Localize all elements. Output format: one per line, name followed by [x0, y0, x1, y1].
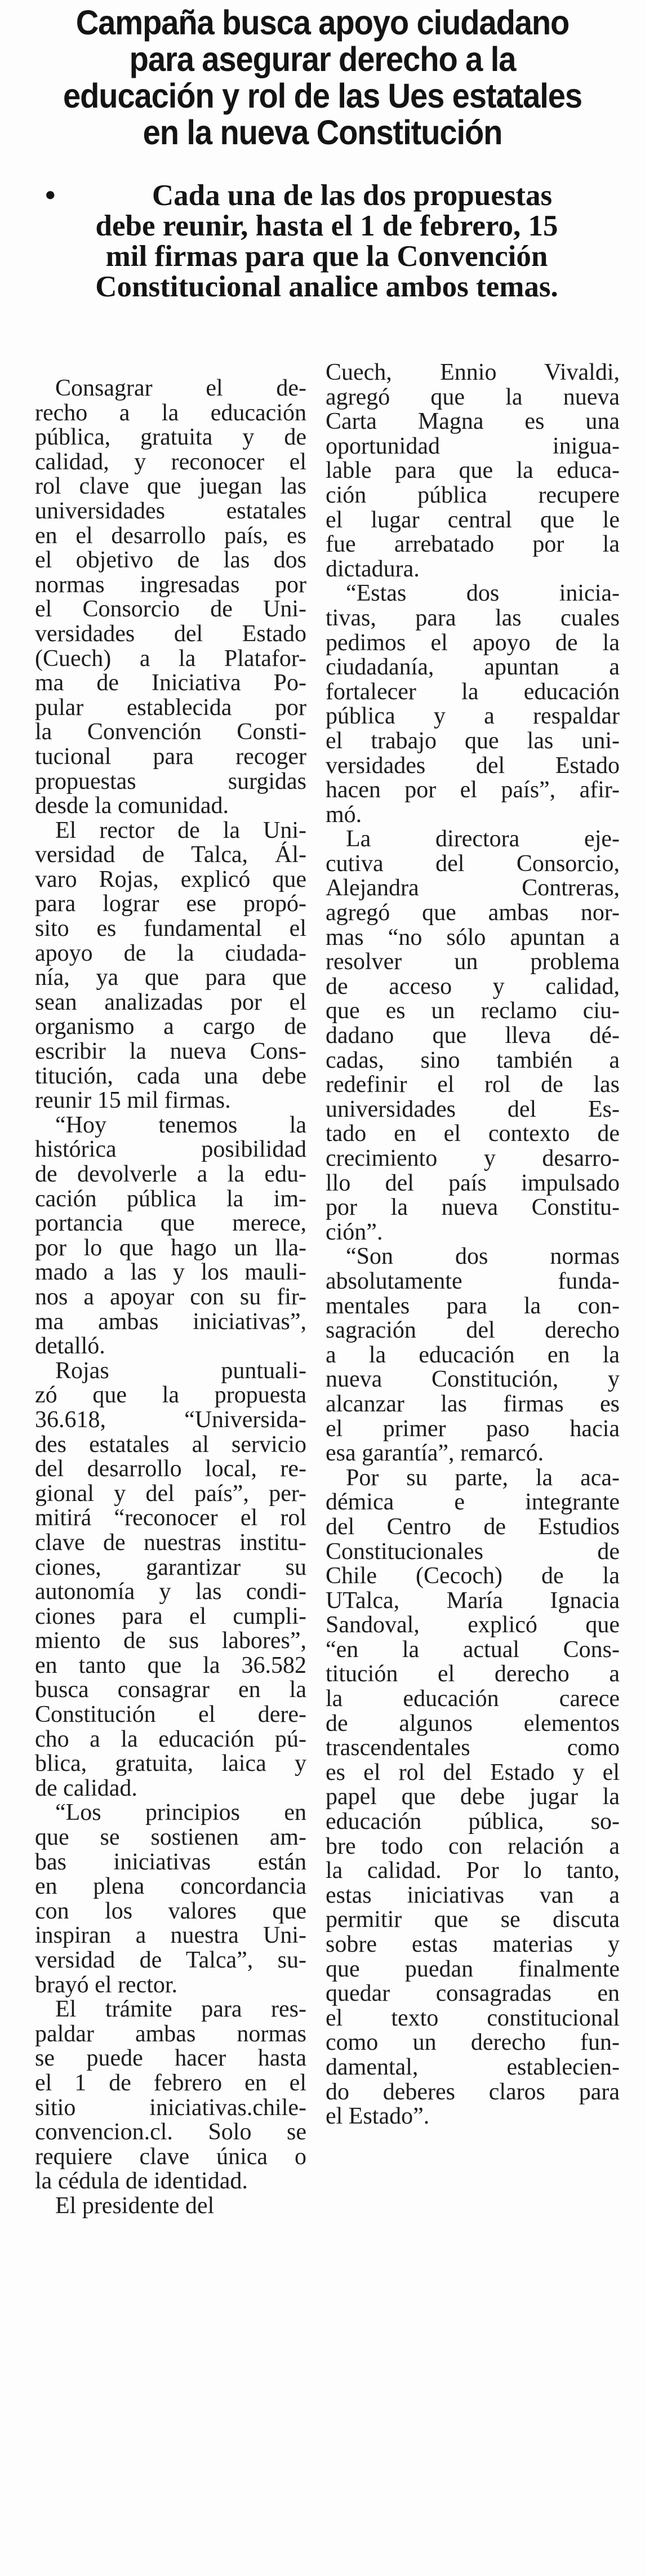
body-paragraph — [35, 376, 306, 819]
body-line: pular establecida por — [35, 694, 306, 721]
body-line: en tanto que la 36.582 — [35, 1652, 306, 1678]
body-paragraph — [326, 581, 620, 827]
body-line: sobre estas materias y — [326, 1931, 620, 1957]
body-line: busca consagrar en la — [35, 1677, 306, 1703]
body-line: paldar ambas normas — [35, 2020, 306, 2047]
body-line: por lo que hago un lla- — [35, 1234, 306, 1261]
headline — [41, 5, 603, 151]
body-line: El trámite para res- — [55, 1996, 306, 2023]
headline-line: educación y rol de las Ues estatales — [63, 77, 582, 115]
body-paragraph — [326, 1245, 620, 1465]
body-line: estas iniciativas van a — [326, 1882, 620, 1908]
body-line: Carta Magna es una — [326, 408, 620, 435]
body-line: el trabajo que las uni- — [326, 727, 620, 754]
body-line: ciones para el cumpli- — [35, 1603, 306, 1629]
body-line: cutiva del Consorcio, — [326, 850, 620, 877]
body-line: del desarrollo local, re- — [35, 1456, 306, 1482]
body-line: ma ambas iniciativas”, — [35, 1308, 306, 1335]
body-line: (Cuech) a la Platafor- — [35, 645, 306, 672]
body-line: tado en el contexto de — [326, 1121, 620, 1147]
body-line: papel que debe jugar la — [326, 1784, 620, 1810]
body-line: crecimiento y desarro- — [326, 1145, 620, 1171]
body-line: sitio iniciativas.chile- — [35, 2094, 306, 2121]
body-line: el Consorcio de Uni- — [35, 596, 306, 623]
body-line: tivas, para las cuales — [326, 605, 620, 631]
body-line: versidades del Estado — [326, 752, 620, 779]
body-line: desde la comunidad. — [35, 793, 229, 819]
subheadline-line: Cada una de las dos propuestas — [152, 179, 553, 212]
body-line: pública y a respaldar — [326, 703, 620, 730]
body-line: quedar consagradas en — [326, 1980, 620, 2007]
body-line: el texto constitucional — [326, 2005, 620, 2031]
body-line: “en la actual Cons- — [326, 1636, 620, 1663]
body-line: Constitucionales de — [326, 1538, 620, 1565]
body-line: mentales para la con- — [326, 1293, 620, 1319]
headline-line: en la nueva Constitución — [143, 113, 502, 152]
body-line: reunir 15 mil firmas. — [35, 1087, 231, 1114]
body-line: inspiran a nuestra Uni- — [35, 1922, 306, 1949]
body-line: escribir la nueva Cons- — [35, 1038, 306, 1065]
body-paragraph — [35, 1359, 306, 1801]
body-paragraph — [326, 827, 620, 1245]
body-line: de acceso y calidad, — [326, 973, 620, 1000]
body-line: Cuech, Ennio Vivaldi, — [326, 359, 620, 385]
body-line: el lugar central que le — [326, 507, 620, 533]
body-line: a la educación en la — [326, 1342, 620, 1368]
body-line: la Convención Consti- — [35, 719, 306, 745]
body-line: el Estado”. — [326, 2103, 430, 2130]
body-line: como un derecho fun- — [326, 2029, 620, 2056]
body-paragraph — [35, 819, 306, 1113]
body-line: UTalca, María Ignacia — [326, 1587, 620, 1614]
body-line: convencion.cl. Solo se — [35, 2119, 306, 2146]
body-line: lable para que la educa- — [326, 458, 620, 484]
body-line: Sandoval, explicó que — [326, 1612, 620, 1638]
body-line: versidad de Talca”, su- — [35, 1947, 306, 1973]
body-column-right — [326, 361, 620, 2129]
body-line: dictadura. — [326, 556, 420, 582]
body-line: pública, gratuita y de — [35, 424, 306, 451]
body-line: normas ingresadas por — [35, 571, 306, 598]
body-line: hacen por el país”, afir- — [326, 777, 620, 803]
body-line: en plena concordancia — [35, 1873, 306, 1900]
body-line: organismo a cargo de — [35, 1014, 306, 1040]
body-line: ma de Iniciativa Po- — [35, 670, 306, 696]
body-line: ción pública recupere — [326, 482, 620, 508]
body-line: nueva Constitución, y — [326, 1366, 620, 1393]
body-line: autonomía y las condi- — [35, 1579, 306, 1605]
body-line: apoyo de la ciudada- — [35, 940, 306, 966]
body-line: Chile (Cecoch) de la — [326, 1563, 620, 1589]
body-line: dadano que lleva dé- — [326, 1023, 620, 1049]
body-line: llo del país impulsado — [326, 1170, 620, 1196]
body-line: titución, cada una debe — [35, 1063, 306, 1089]
body-paragraph — [35, 1113, 306, 1359]
body-line: educación pública, so- — [326, 1809, 620, 1835]
body-line: del Centro de Estudios — [326, 1513, 620, 1540]
body-line: mas “no sólo apuntan a — [326, 924, 620, 951]
body-line: calidad, y reconocer el — [35, 448, 306, 475]
body-line: en el desarrollo país, es — [35, 522, 306, 549]
subheadline-text — [39, 180, 614, 302]
body-line: cadas, sino también a — [326, 1047, 620, 1073]
body-line: de calidad. — [35, 1775, 137, 1801]
body-line: mado a las y los mauli- — [35, 1259, 306, 1286]
body-line: ciones, garantizar su — [35, 1554, 306, 1580]
body-line: versidades del Estado — [35, 620, 306, 647]
body-paragraph — [35, 1997, 306, 2194]
body-line: mitirá “reconocer el rol — [35, 1505, 306, 1531]
body-line: rol clave que juegan las — [35, 473, 306, 500]
body-line: que puedan finalmente — [326, 1956, 620, 1982]
body-line: Alejandra Contreras, — [326, 875, 620, 901]
body-line: universidades estatales — [35, 498, 306, 524]
body-line: portancia que merece, — [35, 1210, 306, 1237]
body-line: trascendentales como — [326, 1735, 620, 1761]
body-line: Por su parte, la aca- — [346, 1464, 620, 1491]
body-line: con los valores que — [35, 1898, 306, 1924]
body-line: tucional para recoger — [35, 743, 306, 770]
body-line: es el rol del Estado y el — [326, 1759, 620, 1786]
body-line: gional y del país”, per- — [35, 1480, 306, 1507]
body-line: que se sostienen am- — [35, 1824, 306, 1851]
body-line: el primer paso hacia — [326, 1415, 620, 1442]
body-line: bas iniciativas están — [35, 1849, 306, 1875]
body-paragraph — [35, 1801, 306, 1997]
body-line: El presidente del — [55, 2192, 215, 2219]
body-line: requiere clave única o — [35, 2143, 306, 2170]
body-line: fue arrebatado por la — [326, 531, 620, 558]
headline-line: Campaña busca apoyo ciudadano — [75, 3, 570, 42]
body-line: detalló. — [35, 1333, 105, 1360]
body-line: histórica posibilidad — [35, 1136, 306, 1163]
body-paragraph — [326, 361, 620, 581]
body-line: La directora eje- — [346, 826, 620, 852]
body-line: propuestas surgidas — [35, 768, 306, 794]
body-paragraph — [35, 2194, 306, 2219]
body-line: 36.618, “Universida- — [35, 1406, 306, 1433]
body-line: universidades del Es- — [326, 1096, 620, 1122]
body-line: fortalecer la educación — [326, 678, 620, 705]
body-line: ción”. — [326, 1219, 383, 1245]
body-line: de algunos elementos — [326, 1710, 620, 1736]
body-line: permitir que se discuta — [326, 1907, 620, 1933]
body-line: titución el derecho a — [326, 1661, 620, 1687]
body-line: sagración del derecho — [326, 1317, 620, 1344]
body-line: zó que la propuesta — [35, 1382, 306, 1409]
body-line: clave de nuestras institu- — [35, 1529, 306, 1556]
body-line: El rector de la Uni- — [55, 817, 306, 843]
body-line: absolutamente funda- — [326, 1268, 620, 1294]
body-line: redefinir el rol de las — [326, 1072, 620, 1098]
bullet-icon: • — [45, 179, 56, 212]
body-line: de devolverle a la edu- — [35, 1161, 306, 1187]
body-line: que es un reclamo ciu- — [326, 998, 620, 1024]
body-line: Rojas puntuali- — [55, 1357, 306, 1384]
subheadline-line: mil firmas para que la Convención — [105, 240, 548, 273]
body-line: pedimos el apoyo de la — [326, 629, 620, 656]
body-line: cho a la educación pú- — [35, 1726, 306, 1752]
body-line: do deberes claros para — [326, 2078, 620, 2105]
body-line: blica, gratuita, laica y — [35, 1751, 306, 1777]
body-line: resolver un problema — [326, 949, 620, 975]
body-line: démica e integrante — [326, 1489, 620, 1516]
body-line: damental, establecien- — [326, 2054, 620, 2080]
body-line: nos a apoyar con su fir- — [35, 1283, 306, 1310]
body-line: la cédula de identidad. — [35, 2168, 248, 2195]
body-line: recho a la educación — [35, 399, 306, 426]
body-line: versidad de Talca, Ál- — [35, 842, 306, 868]
body-line: cación pública la im- — [35, 1185, 306, 1212]
body-line: esa garantía”, remarcó. — [326, 1440, 544, 1467]
body-line: agregó que la nueva — [326, 384, 620, 410]
body-line: para lograr ese propó- — [35, 891, 306, 917]
body-line: sito es fundamental el — [35, 916, 306, 942]
body-line: Constitución el dere- — [35, 1702, 306, 1728]
body-line: el objetivo de las dos — [35, 547, 306, 574]
body-line: varo Rojas, explicó que — [35, 866, 306, 892]
body-line: Consagrar el de- — [55, 375, 306, 401]
body-line: mó. — [326, 801, 362, 828]
body-line: miento de sus labores”, — [35, 1628, 306, 1654]
body-line: des estatales al servicio — [35, 1431, 306, 1458]
body-line: sean analizadas por el — [35, 989, 306, 1015]
body-line: brayó el rector. — [35, 1971, 178, 1998]
body-line: agregó que ambas nor- — [326, 900, 620, 926]
body-line: ciudadanía, apuntan a — [326, 654, 620, 681]
body-line: el 1 de febrero en el — [35, 2069, 306, 2096]
body-line: bre todo con relación a — [326, 1833, 620, 1859]
body-line: “Hoy tenemos la — [55, 1112, 306, 1138]
body-line: oportunidad inigua- — [326, 433, 620, 459]
body-paragraph — [326, 1466, 620, 2129]
body-line: por la nueva Constitu- — [326, 1194, 620, 1221]
subheadline-line: Constitucional analice ambos temas. — [95, 270, 558, 303]
body-line: “Estas dos inicia- — [346, 580, 620, 607]
body-line: se puede hacer hasta — [35, 2045, 306, 2072]
body-line: alcanzar las firmas es — [326, 1391, 620, 1417]
headline-line: para asegurar derecho a la — [129, 40, 516, 78]
body-line: la educación carece — [326, 1686, 620, 1712]
body-line: nía, ya que para que — [35, 965, 306, 991]
body-line: la calidad. Por lo tanto, — [326, 1858, 620, 1884]
body-column-left — [35, 376, 306, 2219]
body-line: “Los principios en — [55, 1800, 306, 1826]
subheadline-line: debe reunir, hasta el 1 de febrero, 15 — [95, 210, 558, 242]
body-line: “Son dos normas — [346, 1243, 620, 1270]
